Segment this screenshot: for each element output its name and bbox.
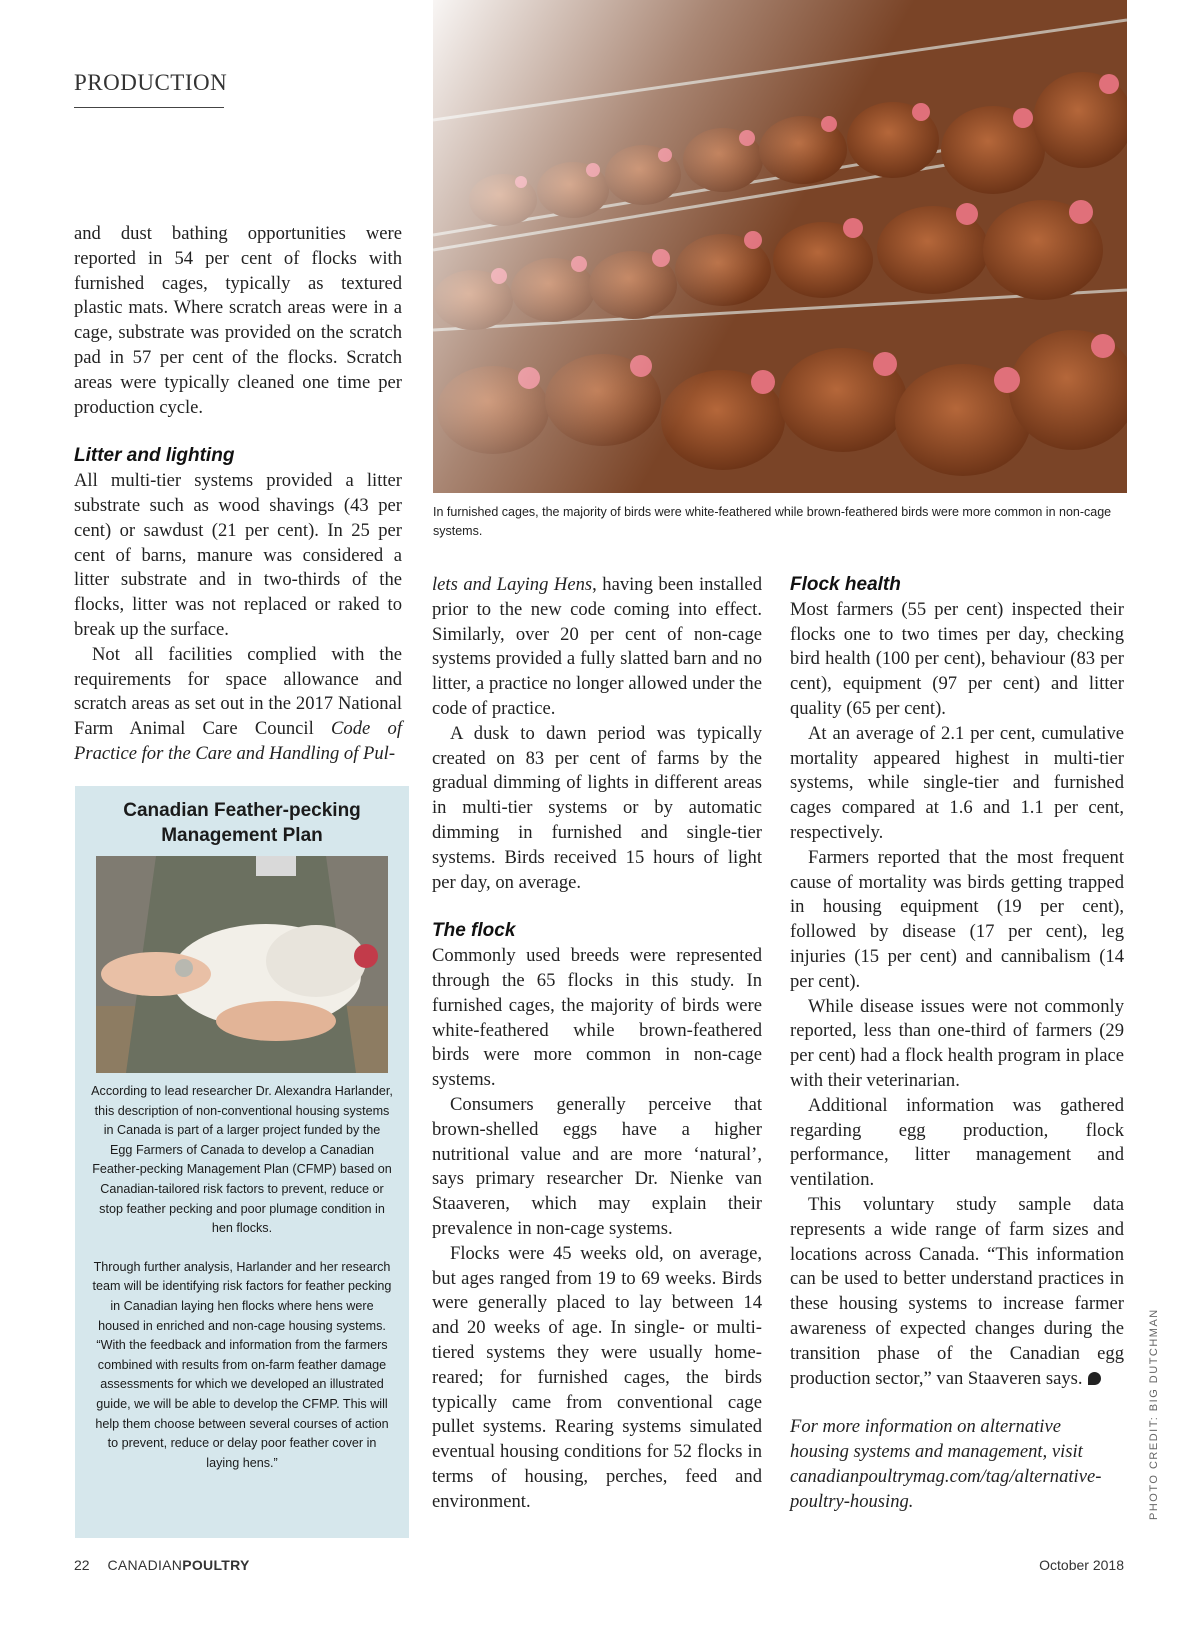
col3-paragraph-6-text: This voluntary study sample data represents a wide range of farm sizes and locations across Canada. “This information can be used to better understand practices in these housing systems to increase farmer awareness of expected changes during the transition phase of the Canadian egg production sector,” van Staaveren says.: [790, 1193, 1124, 1389]
end-of-article-icon: [1088, 1372, 1101, 1385]
col3-paragraph-1: Most farmers (55 per cent) inspected their flocks one to two times per day, checking bird health (100 per cent), behaviour (83 per cent), equipment (97 per cent) and litter quality (65 per cent).: [790, 598, 1124, 719]
heading-litter-and-lighting: Litter and lighting: [74, 445, 235, 467]
researcher-holding-hen-photo: [96, 856, 388, 1073]
sidebar-title: Canadian Feather-pecking Management Plan: [123, 800, 361, 846]
section-rule: [74, 107, 224, 108]
magazine-name: [107, 1557, 249, 1573]
col2-paragraph-4: Consumers generally perceive that brown-shelled eggs have a higher nutritional value and are more ‘natural’, says primary researcher Dr. Nienke van Staaveren, which may explain their prevalence in non-cage systems.: [432, 1093, 762, 1239]
sidebar-box: [75, 786, 409, 1538]
heading-the-flock: The flock: [432, 920, 516, 942]
column-1: [74, 222, 402, 767]
magazine-name-bold: POULTRY: [182, 1557, 250, 1573]
photo-caption: In furnished cages, the majority of birds were white-feathered while brown-feathered birds were more common in non-cage systems.: [433, 505, 1112, 538]
magazine-name-regular: CANADIAN: [107, 1557, 183, 1573]
col1-paragraph-3-text: Not all facilities complied with the requirements for space allowance and scratch areas as set out in the 2017 National Farm Animal Care Council: [74, 643, 402, 740]
section-label: PRODUCTION: [74, 70, 228, 95]
hen-in-hands-illustration: [96, 856, 388, 1073]
sidebar-paragraph-1: According to lead researcher Dr. Alexandra Harlander, this description of non-conventional housing systems in Canada is part of a larger project funded by the Egg Farmers of Canada to develop a Canadian Feather-pecking Management Plan (CFMP) based on Canadian-tailored risk factors to prevent, reduce or stop feather pecking and poor plumage condition in hen flocks.: [91, 1084, 393, 1236]
col1-paragraph-1: and dust bathing opportunities were reported in 54 per cent of flocks with furnished cages, typically as textured plastic mats. Where scratch areas were in a cage, substrate was provided on the scratch pad in 57 per cent of the flocks. Scratch areas were typically cleaned one time per production cycle.: [74, 223, 402, 418]
sidebar-text: [91, 1082, 393, 1492]
photo-credit: PHOTO CREDIT: BIG DUTCHMAN: [1148, 1308, 1160, 1520]
col3-paragraph-6: [790, 1193, 1124, 1391]
footer-left: [74, 1557, 250, 1573]
col3-paragraph-3: Farmers reported that the most frequent cause of mortality was birds getting trapped in housing equipment (19 per cent), followed by disease (17 per cent), leg injuries (15 per cent) and cannibalism (14 per cent).: [790, 846, 1124, 992]
col3-paragraph-2: At an average of 2.1 per cent, cumulative mortality appeared highest in multi-tier systems, while single-tier and furnished cages compared at 1.6 and 1.1 per cent, respectively.: [790, 722, 1124, 843]
hens-photo: [433, 0, 1127, 493]
page-number: 22: [74, 1557, 90, 1573]
col2-paragraph-3: Commonly used breeds were represented through the 65 flocks in this study. In furnished cages, the majority of birds were white-feathered while brown-feathered birds were more common in non-cage systems.: [432, 945, 762, 1091]
hens-photo-illustration: [433, 0, 1127, 493]
issue-date: October 2018: [1039, 1557, 1124, 1573]
heading-flock-health: Flock health: [790, 574, 901, 595]
col2-paragraph-1-text: , having been installed prior to the new code coming into effect. Similarly, over 20 per cent of non-cage systems provided a fully slatted barn and no litter, a practice no longer allowed under the code of practice.: [432, 574, 762, 719]
col1-paragraph-2: All multi-tier systems provided a litter substrate such as wood shavings (43 per cent) or sawdust (21 per cent). In 25 per cent of barns, manure was considered a litter substrate and in two-thirds of the flocks, litter was not replaced or raked to break up the surface.: [74, 470, 402, 640]
col1-paragraph-3: [74, 643, 402, 767]
col2-paragraph-1: [432, 573, 762, 722]
col2-paragraph-2: A dusk to dawn period was typically created on 83 per cent of farms by the gradual dimming of lights in different areas in multi-tier systems or by automatic dimming in furnished and single-tier systems. Birds received 15 hours of light per day, on average.: [432, 722, 762, 893]
more-information-note: For more information on alternative housing systems and management, visit canadianpoultrymag.com/tag/alternative-poultry-housing.: [790, 1416, 1102, 1512]
col3-paragraph-5: Additional information was gathered regarding egg production, flock performance, litter management and ventilation.: [790, 1094, 1124, 1191]
column-3: [790, 573, 1124, 1514]
code-of-practice-title-continued: lets and Laying Hens: [432, 574, 593, 595]
code-of-practice-title: Code of Practice for the Care and Handling of Pul-: [74, 718, 402, 764]
sidebar-paragraph-2: Through further analysis, Harlander and her research team will be identifying risk factors for feather pecking in Canadian laying hen flocks where hens were housed in enriched and non-cage housing systems. “With the feedback and information from the farmers combined with results from on-farm feather damage assessments for which we developed an illustrated guide, we will be able to develop the CFMP. This will help them choose between several courses of action to prevent, reduce or delay poor feather cover in laying hens.”: [92, 1259, 392, 1470]
col3-paragraph-4: While disease issues were not commonly reported, less than one-third of farmers (29 per cent) had a flock health program in place with their veterinarian.: [790, 995, 1124, 1091]
column-2: [432, 573, 762, 1514]
col2-paragraph-5: Flocks were 45 weeks old, on average, but ages ranged from 19 to 69 weeks. Birds were generally placed to lay between 14 and 20 weeks of age. In single- or multi-tiered systems they were usually home-reared; for furnished cages, the birds typically came from conventional cage pullet systems. Rearing systems simulated eventual housing conditions for 52 flocks in terms of housing, perches, feed and environment.: [432, 1242, 762, 1512]
